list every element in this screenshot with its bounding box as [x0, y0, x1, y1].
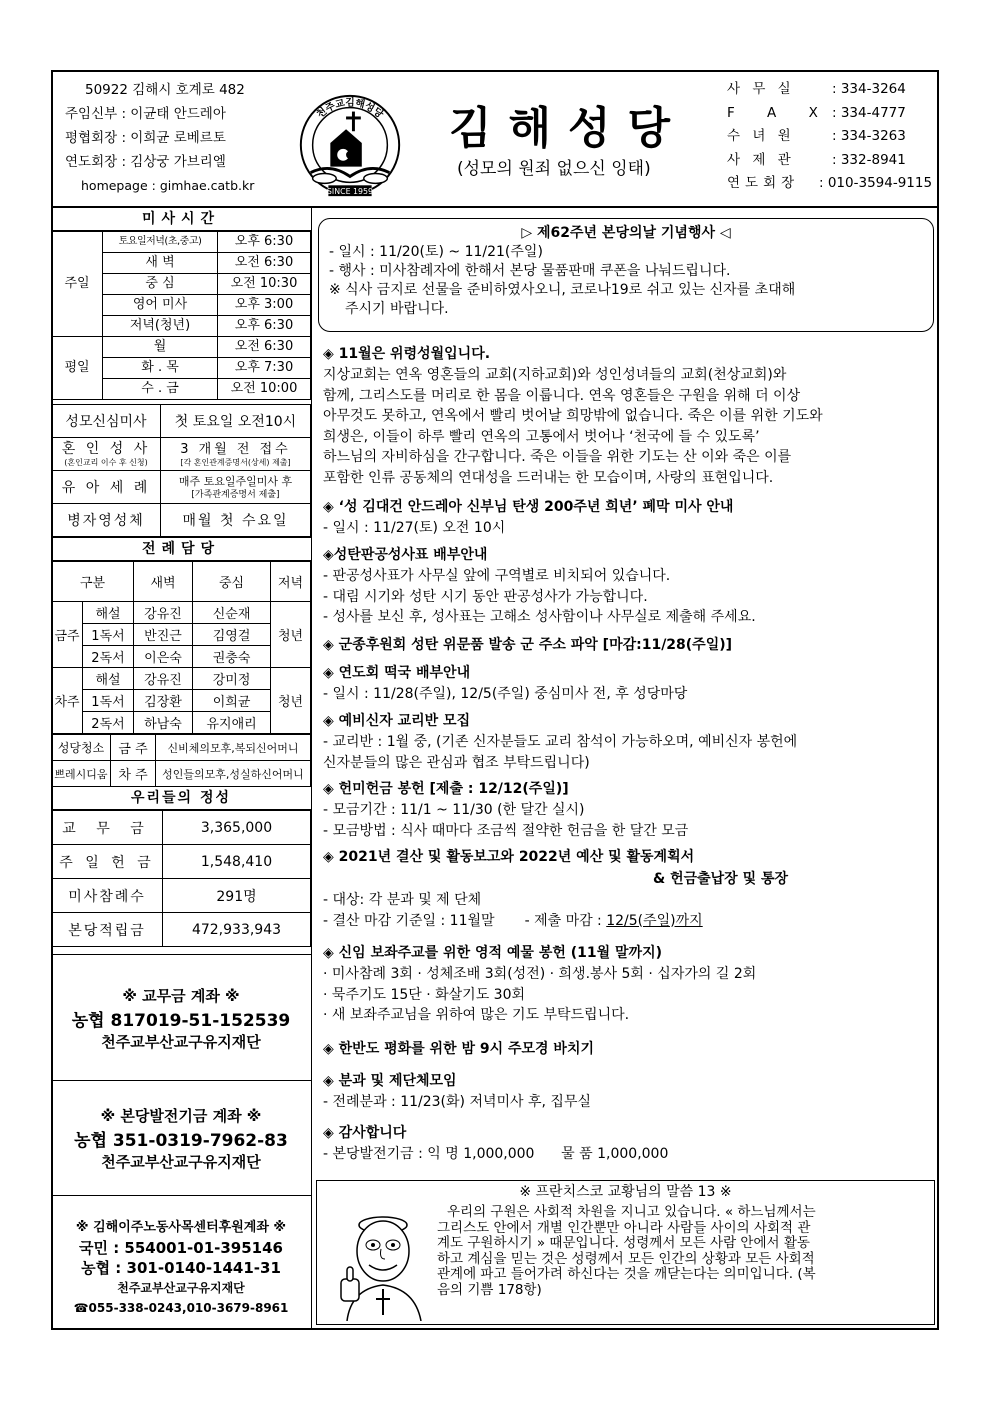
contact-row: 사 무 실 : 334-3264	[727, 81, 906, 97]
parish-logo	[291, 86, 409, 204]
news-jubilee-mass: ◈ ‘성 김대건 안드레아 신부님 탄생 200주년 희년’ 폐막 미사 안내 - 일시 : 11/27(토) 오전 10시	[323, 499, 734, 536]
pope-cartoon	[325, 1203, 435, 1321]
logo-since: SINCE 1959	[326, 187, 374, 197]
news-rice-cake: ◈ 연도회 떡국 배부안내 - 일시 : 11/28(주일), 12/5(주일) 중심미사 전, 후 성당마당	[323, 665, 688, 702]
news-spiritual-offering: ◈ 신임 보좌주교를 위한 영적 예물 봉헌 (11월 말까지) · 미사참례 3회 · 성체조배 3회(성전) · 희생.봉사 5회 · 십자가의 길 2회 · 묵주기도 15단 · 화살기도 30회 · 새 보좌주교님을 위하여 많은 기도 부탁드립니다.	[323, 945, 757, 1023]
news-peace-prayer: ◈ 한반도 평화를 위한 밤 9시 주모경 바치기	[323, 1041, 595, 1057]
anniversary-box: ▷ 제62주년 본당의날 기념행사 ◁ - 일시 : 11/20(토) ~ 11/21(주일) - 행사 : 미사참례자에 한해서 본당 물품판매 쿠폰을 나눠드립니다. ※ 식사 금지로 선물을 준비하였사오니, 코로나19로 쉬고 있는 신자를 초대해 주시기 바랍니다.	[318, 218, 934, 332]
mass-times-title: 미사시간	[51, 208, 311, 231]
liturgy-duty-title: 전례담당	[51, 537, 311, 561]
left-column	[51, 208, 312, 947]
liturgy-duty-table: 구분 새벽 중심 저녁 금주 해설 강유진 신순재 청년 1독서 반진근 김영걸 2독서 이은숙 권충숙 차주 해설 강유진 강미정 청년 1독서 김장환 이희균 2독서 하남숙 유지애리	[51, 561, 311, 734]
sacrament-info-table: 성모신심미사 첫 토요일 오전10시 혼 인 성 사 (혼인교리 이수 후 신청) 3 개월 전 접수 [각 혼인관계증명서(상세) 제출] 유 아 세 례 매주 토요일주일미사 후 [가족관계증명서 제출] 병자영성체 매월 첫 수요일	[51, 404, 311, 537]
contact-row: 수 녀 원 : 334-3263	[727, 128, 906, 144]
pastor: 주임신부 : 이균태 안드레아	[65, 106, 226, 122]
logo-text: 천주교김해성당	[314, 97, 386, 121]
news-catechumen: ◈ 예비신자 교리반 모집 - 교리반 : 1월 중, (기존 신자분들도 교리 참석이 가능하오며, 예비신자 봉헌에 신자분들의 많은 관심과 협조 부탁드립니다)	[323, 713, 798, 771]
header	[51, 70, 939, 208]
sunday-label: 주일	[52, 232, 103, 337]
offerings-table: 교 무 금 3,365,000 주 일 헌 금 1,548,410 미사참례수 291명 본당적립금 472,933,943	[51, 810, 311, 947]
divider	[51, 954, 311, 955]
news-thanks: ◈ 감사합니다 - 본당발전기금 : 익 명 1,000,000 물 품 1,000,000	[323, 1125, 669, 1162]
development-fund-account: ※ 본당발전기금 계좌 ※ 농협 351-0319-7962-83 천주교부산교구유지재단	[74, 1107, 288, 1171]
news-military: ◈ 군종후원회 성탄 위문품 발송 군 주소 파악 [마감:11/28(주일)]	[323, 637, 733, 653]
contact-row: 연도회장 : 010-3594-9115	[727, 175, 933, 191]
tithe-account: ※ 교무금 계좌 ※ 농협 817019-51-152539 천주교부산교구유지재단	[71, 987, 291, 1051]
mass-times-table: 주일 토요일저녁(초,중고) 오후 6:30 새 벽 오전 6:30 중 심 오전 10:30 영어 미사 오후 3:00 저녁(청년) 오후 6:30 평일 월 오전 6:30 화 . 목 오후 7:30 수 . 금 오전 10:00	[51, 231, 311, 400]
offerings-title: 우리들의 정성	[51, 787, 311, 810]
news-all-souls: ◈ 11월은 위령성월입니다. 지상교회는 연옥 영혼들의 교회(지하교회)와 성인성녀들의 교회(천상교회)와 함께, 그리스도를 머리로 한 몸을 이룹니다. 연옥 영혼들은 구원을 위해 더 이상 아무것도 못하고, 연옥에서 빨리 벗어날 희망밖에 없습니다. 죽은 이를 위한 기도와 희생은, 이들이 하루 빨리 연옥의 고통에서 벗어나 ‘천국에 들 수 있도록’ 하느님의 자비하심을 간구합니다. 죽은 이들을 위한 기도는 산 이와 죽은 이를 포함한 인류 공동체의 연대성을 드러내는 한 모습이며, 사랑의 표현입니다.	[323, 346, 823, 486]
column-divider	[311, 208, 312, 1330]
pope-quote-title: ※ 프란치스코 교황님의 말씀 13 ※	[519, 1184, 732, 1200]
weekday-label: 평일	[52, 337, 103, 400]
news-meetings: ◈ 분과 및 제단체모임 - 전례분과 : 11/23(화) 저녁미사 후, 집무실	[323, 1073, 592, 1110]
page-title: 김해성당	[449, 103, 688, 154]
page-subtitle: (성모의 원죄 없으신 잉태)	[457, 159, 651, 179]
homepage: homepage : gimhae.catb.kr	[81, 178, 255, 193]
elders-president: 연도회장 : 김상궁 가브리엘	[65, 154, 226, 170]
divider	[51, 1195, 311, 1196]
contact-row: 사 제 관 : 332-8941	[727, 151, 906, 168]
news-rice-offering: ◈ 헌미헌금 봉헌 [제출 : 12/12(주일)] - 모금기간 : 11/1 ~ 11/30 (한 달간 실시) - 모금방법 : 식사 때마다 조금씩 절약한 헌금을 한 달간 모금	[323, 781, 689, 839]
cleaning-table: 성당청소 금 주 신비체의모후,복되신어머니 쁘레시디움 차 주 성인들의모후,성실하신어머니	[51, 734, 311, 787]
parish-info	[65, 78, 254, 198]
pope-quote-text: 우리의 구원은 사회적 차원을 지니고 있습니다. « 하느님께서는 그리스도 안에서 개별 인간뿐만 아니라 사람들 사이의 사회적 관 계도 구원하시기 » 때문입니다. 성령께서 모든 사람 안에서 활동 하고 계심을 믿는 것은 성령께서 모든 인간의 상황과 모든 사회적 관계에 파고 들어가려 하신다는 것을 깨닫는다는 의미입니다. (복 음의 기쁨 178항)	[437, 1204, 816, 1298]
divider	[51, 1080, 311, 1081]
address: 50922 김해시 호계로 482	[85, 82, 245, 98]
contact-row: F A X : 334-4777	[727, 104, 906, 121]
contact-list	[727, 78, 932, 196]
council-president: 평협회장 : 이희균 로베르토	[65, 130, 226, 146]
pope-quote-box	[316, 1180, 935, 1325]
news-confession: ◈성탄판공성사표 배부안내 - 판공성사표가 사무실 앞에 구역별로 비치되어 있습니다. - 대림 시기와 성탄 시기 동안 판공성사가 가능합니다. - 성사를 보신 후, 성사표는 고해소 성사함이나 사무실로 제출해 주세요.	[323, 547, 756, 625]
news-settlement: ◈ 2021년 결산 및 활동보고와 2022년 예산 및 활동계획서 & 헌금출납장 및 통장 - 대상: 각 분과 및 제 단체 - 결산 마감 기준일 : 11월말 - 제출 마감 : 12/5(주일)까지	[323, 849, 789, 929]
migrant-center-account: ※ 김해이주노동사목센터후원계좌 ※ 국민 : 554001-01-395146 농협 : 301-0140-1441-31 천주교부산교구유지재단 ☎055-338-0243,010-3679-8961	[73, 1220, 289, 1315]
